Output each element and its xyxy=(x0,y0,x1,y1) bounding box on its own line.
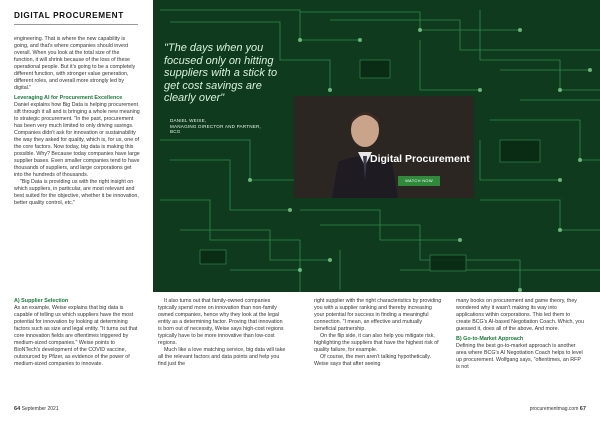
video-thumbnail[interactable] xyxy=(294,96,474,198)
quote-attr-name: DANIEL WEISE, xyxy=(170,118,207,123)
quote-attr-org: BCG xyxy=(170,129,181,135)
page-header xyxy=(0,0,153,30)
column-4-heading: B) Go-to-Market Approach xyxy=(456,336,524,342)
column-3-paragraph-1: right supplier with the right characteristics by providing you with a supplier ranking and thereby increasing your potential for success in finding a meaningful connection. "I mean, an effective and mutually beneficial partnership. xyxy=(314,298,442,332)
column-2-paragraph-1: It also turns out that family-owned companies typically spend more on innovation than non-family owned companies, hence why they look at the legal entity as a determining factor. Proving that innovation is born out of necessity, Weise says high-cost regions typically have to be more innovative than low-cost regions. xyxy=(158,298,284,346)
left-paragraph-2: Daniel explains how Big Data is helping procurement sift through it all and is bringing a whole new meaning to strategic procurement. "In the past, procurement has been very much limited to only driving savings. Companies didn't ask for innovation or sustainability the way they asked for quality, which is, for us, one of the core factors. Now today, big data is making this possible. Why? Because today companies have large supplier bases. Even smaller companies tend to have thousands of suppliers, and large corporations get into the hundreds of thousands. xyxy=(14,102,140,178)
column-4-paragraph-1: many books on procurement and game theory, they wondered why it wasn't making its way into applications within corporations. This led them to create BCG's AI-based Negotiation Coach. Which, you guessed it, does all of the above. And more. xyxy=(456,298,584,332)
footer-right xyxy=(530,406,586,412)
quote-attr-role: MANAGING DIRECTOR AND PARTNER, xyxy=(170,123,261,129)
column-2-paragraph-2: Much like a love matching service, big data will take all the relevant factors and data points and help you find just the xyxy=(158,347,286,367)
pull-quote: "The days when you focused only on hitting suppliers with a stick to get cost savings are clearly over" xyxy=(164,42,278,104)
header-rule xyxy=(14,24,138,25)
column-1-heading: A) Supplier Selection xyxy=(14,298,69,304)
left-heading: Leveraging AI for Procurement Excellence xyxy=(14,95,123,101)
left-column xyxy=(14,36,140,207)
footer-left xyxy=(14,406,59,412)
column-2 xyxy=(158,298,286,368)
right-page-number: 67 xyxy=(579,406,586,412)
column-1 xyxy=(14,298,142,368)
quote-attribution xyxy=(170,118,290,135)
column-3-paragraph-3: Of course, the men aren't talking hypothetically. Weise says that after seeing xyxy=(314,354,432,367)
section-tag: DIGITAL PROCUREMENT xyxy=(14,11,124,20)
speaker-photo xyxy=(330,100,400,198)
column-3 xyxy=(314,298,442,368)
column-4-paragraph-2: Defining the best go-to-market approach is another area where BCG's AI Negotiation Coach helps to level up procurement. Wolfgang says, "oftentimes, an RFP is not xyxy=(456,343,583,370)
column-4 xyxy=(456,298,586,371)
video-title: Digital Procurement xyxy=(370,153,470,165)
column-1-paragraph: As an example, Weise explains that big data is capable of telling us which suppliers have the most potential for innovation by looking at determining factors such as size and legal entity. "It turns out that core innovation fields are oftentimes triggered by medium-sized companies." Weise points to BioNTech's development of the COVID vaccine, outsourced by Pfizer, as evidence of the power of medium-sized companies to innovate. xyxy=(14,305,138,367)
issue-date: September 2021 xyxy=(21,406,59,412)
left-page-number: 64 xyxy=(14,406,21,412)
site-name[interactable]: procurementmag.com xyxy=(529,406,579,412)
column-3-paragraph-2: On the flip side, it can also help you mitigate risk, highlighting the suppliers that have the highest risk of quality failure, for example. xyxy=(314,333,439,353)
left-paragraph-1: engineering. That is where the new capability is going, and that's where companies should invest overall. When you look at the total size of the function, it will shrink because of the loss of these operational people. But it's going to be a completely different function, with stronger value generation, different roles, and overall more strongly led by digital." xyxy=(14,36,136,91)
left-paragraph-3: "Big Data is providing us with the right insight on which suppliers, in particular, are most relevant and best suited for the objective, whether it be innovation, better quality control, etc." xyxy=(14,179,139,206)
watch-now-button[interactable]: WATCH NOW xyxy=(398,176,440,186)
